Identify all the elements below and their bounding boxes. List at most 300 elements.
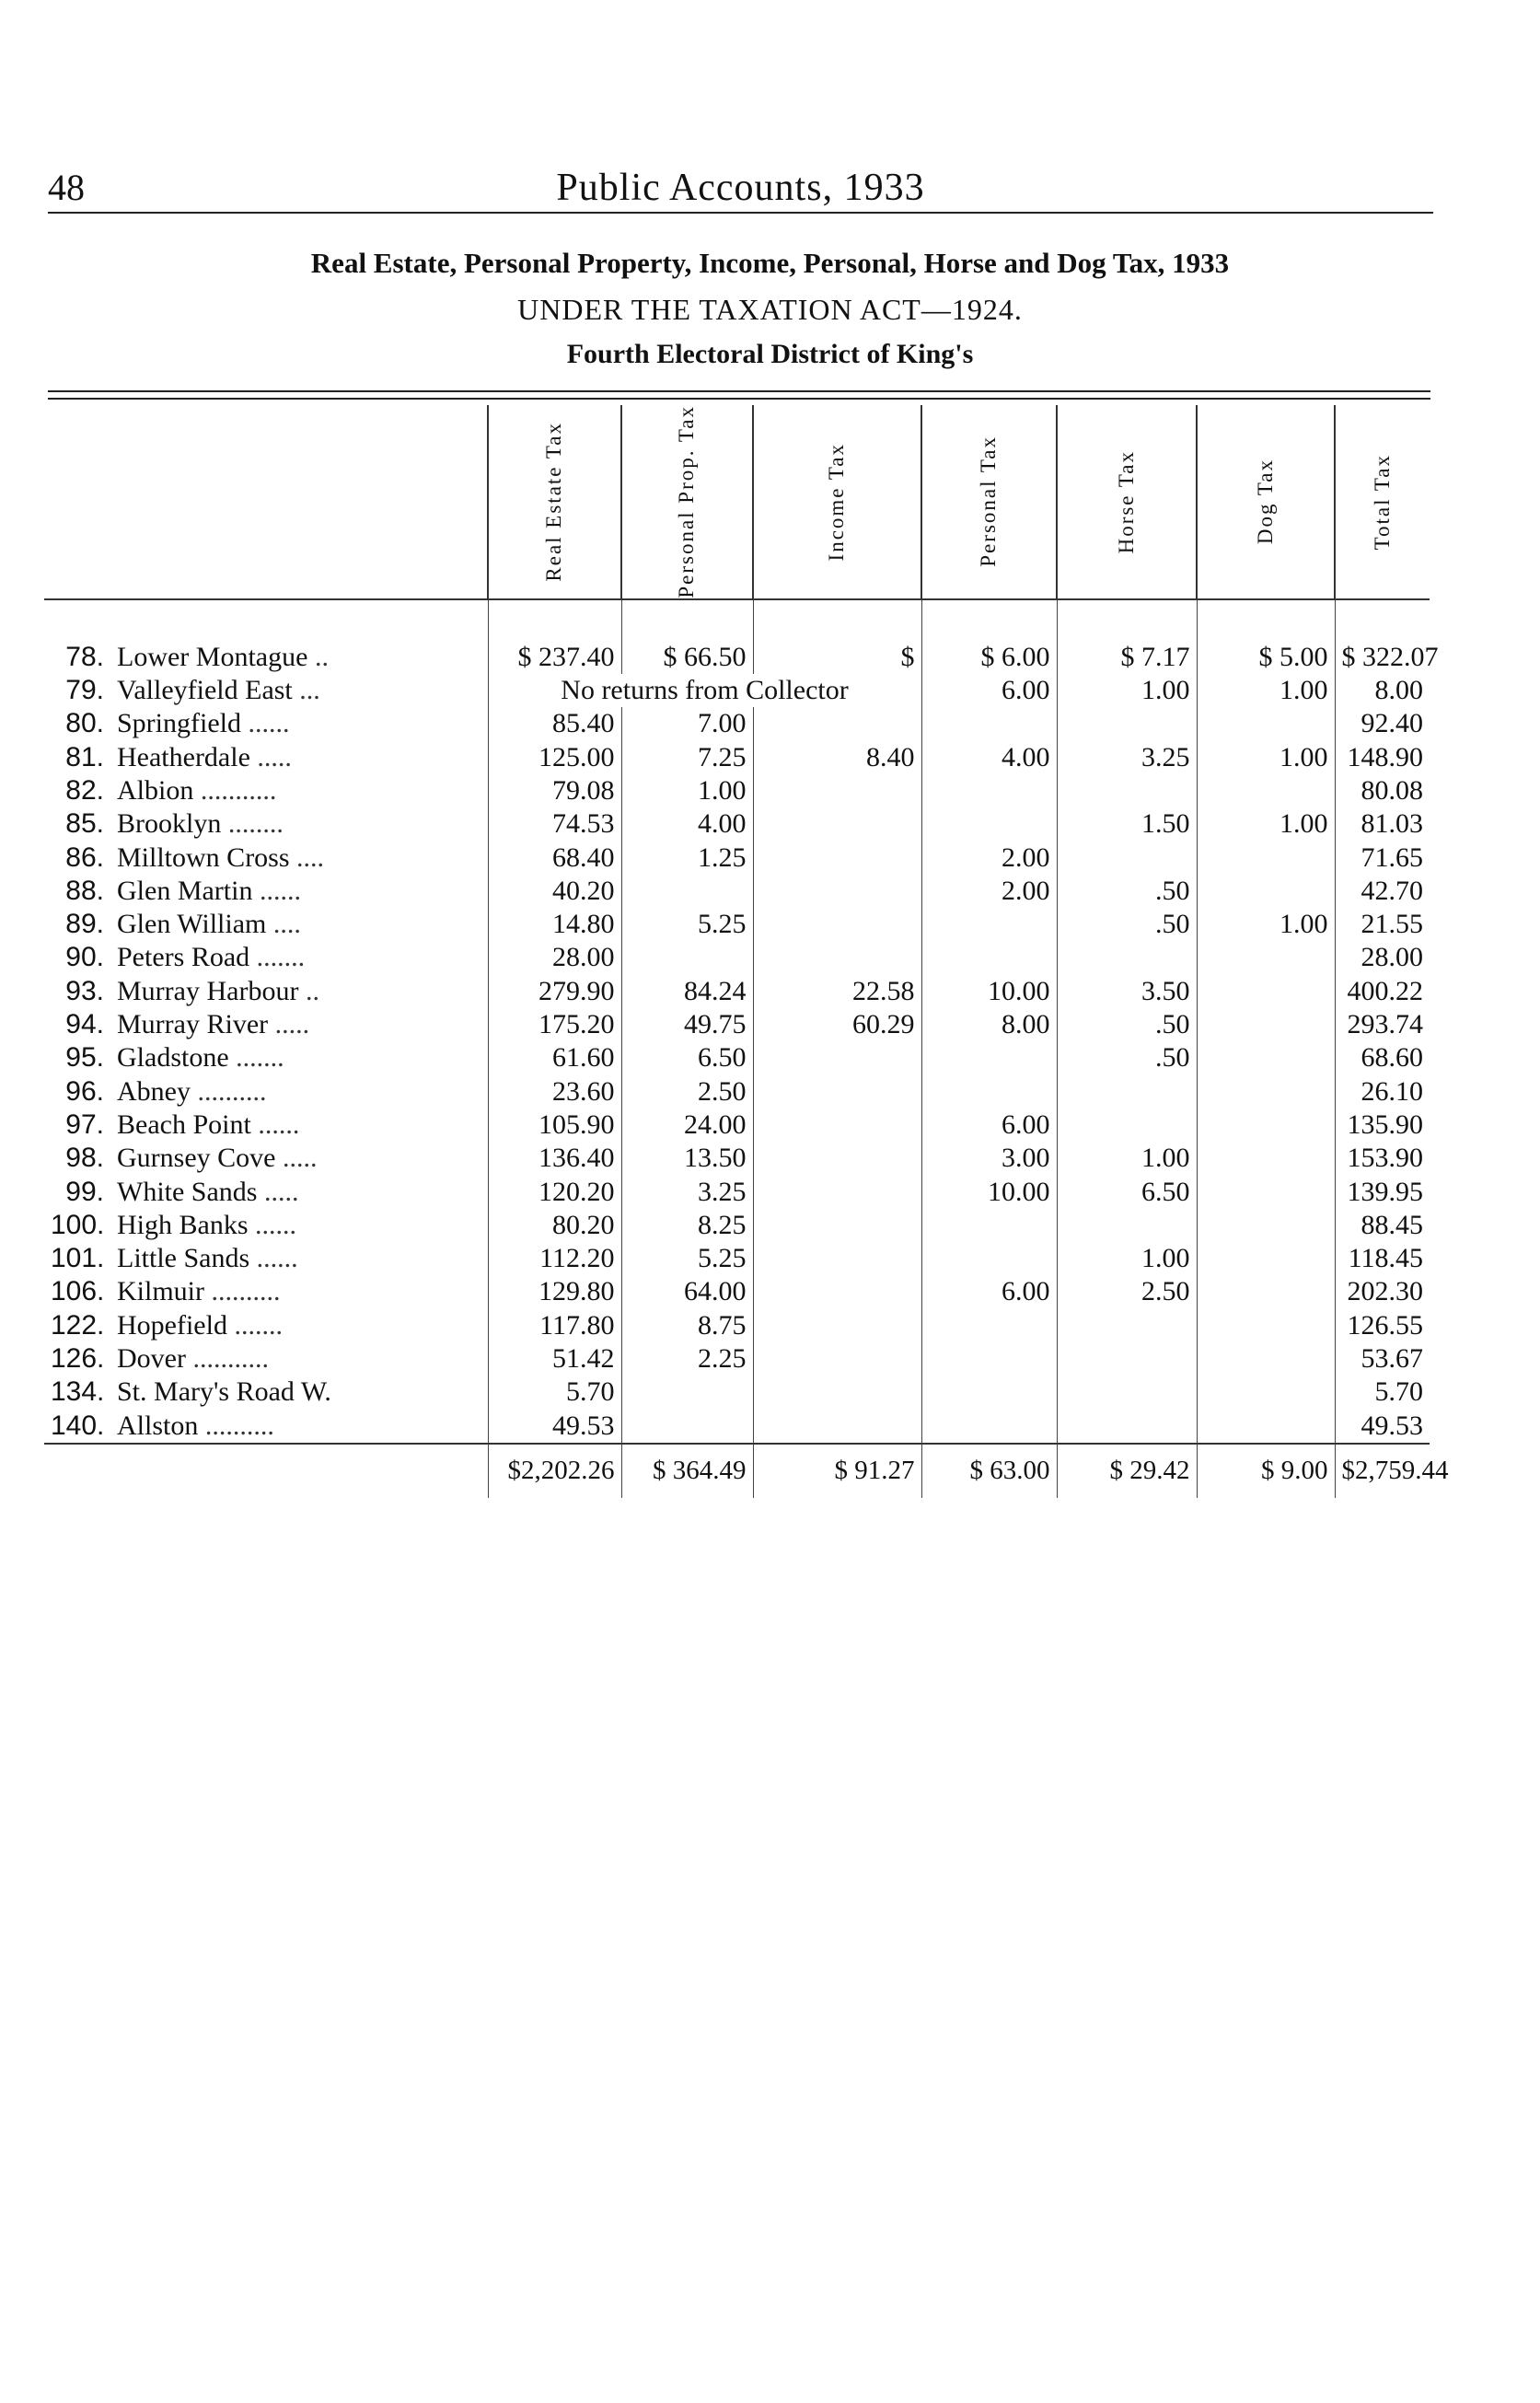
cell-total: 139.95 xyxy=(1335,1175,1430,1208)
table-row xyxy=(44,807,1430,841)
row-number: 134. xyxy=(51,1376,105,1408)
header-personal-tax: Personal Tax xyxy=(921,405,1057,599)
district-label: Lower Montague xyxy=(117,641,308,672)
cell-horse xyxy=(1057,1075,1197,1109)
cell-horse xyxy=(1057,707,1197,740)
row-number: 96. xyxy=(65,1075,104,1107)
district-label: Abney xyxy=(117,1075,191,1107)
district-label: Gurnsey Cove xyxy=(117,1143,276,1174)
district-label: Beach Point xyxy=(117,1109,251,1140)
cell-real: 61.60 xyxy=(488,1041,621,1074)
cell-real: 85.40 xyxy=(488,707,621,740)
cell-dog xyxy=(1197,1376,1335,1409)
district-label: Albion xyxy=(117,774,194,806)
district-name xyxy=(110,1109,488,1142)
district-subtitle: Fourth Electoral District of King's xyxy=(566,339,974,369)
table-row xyxy=(44,707,1430,740)
total-prop: $ 364.49 xyxy=(621,1444,753,1498)
cell-real: 125.00 xyxy=(488,741,621,774)
cell-horse: 3.50 xyxy=(1057,975,1197,1008)
cell-prop: $ 66.50 xyxy=(621,641,753,674)
page-header xyxy=(48,166,1433,210)
leader-dots: ...... xyxy=(258,1109,300,1140)
cell-prop xyxy=(621,1409,753,1443)
spacer-cell xyxy=(753,599,921,641)
district-name xyxy=(110,774,488,807)
cell-dog xyxy=(1197,1175,1335,1208)
row-number: 81. xyxy=(65,741,104,772)
cell-total: 28.00 xyxy=(1335,941,1430,974)
cell-dog xyxy=(1197,1041,1335,1074)
district-name xyxy=(110,841,488,874)
double-rule xyxy=(48,390,1430,400)
row-number: 78. xyxy=(65,641,104,672)
cell-horse: .50 xyxy=(1057,1008,1197,1041)
cell-income xyxy=(753,841,921,874)
table-row xyxy=(44,1376,1430,1409)
cell-personal: 4.00 xyxy=(921,741,1057,774)
cell-dog xyxy=(1197,1342,1335,1376)
cell-horse: 1.00 xyxy=(1057,674,1197,707)
leader-dots: ..... xyxy=(257,741,292,772)
district-name xyxy=(110,1409,488,1443)
cell-total: 126.55 xyxy=(1335,1309,1430,1342)
cell-real: 105.90 xyxy=(488,1109,621,1142)
cell-horse: 2.50 xyxy=(1057,1275,1197,1308)
cell-income: $ xyxy=(753,641,921,674)
cell-personal xyxy=(921,1409,1057,1443)
leader-dots: ...... xyxy=(255,1209,296,1240)
cell-total: 400.22 xyxy=(1335,975,1430,1008)
leader-dots: ...... xyxy=(248,708,290,739)
header-dog-tax: Dog Tax xyxy=(1197,405,1335,599)
cell-total: 92.40 xyxy=(1335,707,1430,740)
total-total: $2,759.44 xyxy=(1335,1444,1430,1498)
cell-income xyxy=(753,1041,921,1074)
district-name xyxy=(110,741,488,774)
row-number: 106. xyxy=(51,1276,105,1307)
cell-real: 51.42 xyxy=(488,1342,621,1376)
cell-horse xyxy=(1057,841,1197,874)
cell-real: 136.40 xyxy=(488,1142,621,1175)
cell-prop: 7.00 xyxy=(621,707,753,740)
cell-personal: 10.00 xyxy=(921,975,1057,1008)
cell-income: 60.29 xyxy=(753,1008,921,1041)
leader-dots: .......... xyxy=(204,1410,274,1441)
cell-personal xyxy=(921,774,1057,807)
cell-total: 135.90 xyxy=(1335,1109,1430,1142)
cell-total: 8.00 xyxy=(1335,674,1430,707)
leader-dots: .... xyxy=(272,909,301,940)
table-row xyxy=(44,741,1430,774)
cell-real: 175.20 xyxy=(488,1008,621,1041)
cell-personal xyxy=(921,1342,1057,1376)
cell-total: 71.65 xyxy=(1335,841,1430,874)
cell-income xyxy=(753,875,921,908)
table-row xyxy=(44,975,1430,1008)
district-name xyxy=(110,941,488,974)
cell-prop xyxy=(621,941,753,974)
cell-dog: 1.00 xyxy=(1197,741,1335,774)
cell-dog xyxy=(1197,1075,1335,1109)
cell-personal: 6.00 xyxy=(921,674,1057,707)
cell-real: 23.60 xyxy=(488,1075,621,1109)
total-real: $2,202.26 xyxy=(488,1444,621,1498)
cell-total: 26.10 xyxy=(1335,1075,1430,1109)
header-real-estate-tax: Real Estate Tax xyxy=(488,405,621,599)
cell-total: $ 322.07 xyxy=(1335,641,1430,674)
cell-horse xyxy=(1057,1376,1197,1409)
district-label: Peters Road xyxy=(117,942,250,973)
cell-income xyxy=(753,774,921,807)
cell-prop: 84.24 xyxy=(621,975,753,1008)
cell-horse xyxy=(1057,1409,1197,1443)
cell-horse: .50 xyxy=(1057,908,1197,941)
cell-total: 88.45 xyxy=(1335,1209,1430,1242)
cell-real: 40.20 xyxy=(488,875,621,908)
table-row xyxy=(44,774,1430,807)
cell-horse xyxy=(1057,774,1197,807)
leader-dots: ........... xyxy=(192,1343,269,1375)
cell-dog: 1.00 xyxy=(1197,674,1335,707)
row-number: 94. xyxy=(65,1009,104,1040)
spacer-cell xyxy=(488,599,621,641)
cell-dog xyxy=(1197,1242,1335,1275)
leader-dots: .......... xyxy=(211,1276,281,1307)
cell-real: 112.20 xyxy=(488,1242,621,1275)
totals-row xyxy=(44,1444,1430,1498)
cell-total: 80.08 xyxy=(1335,774,1430,807)
cell-prop: 2.50 xyxy=(621,1075,753,1109)
district-name xyxy=(110,908,488,941)
row-number: 97. xyxy=(65,1109,104,1140)
district-name xyxy=(110,1209,488,1242)
cell-horse xyxy=(1057,941,1197,974)
cell-horse: $ 7.17 xyxy=(1057,641,1197,674)
cell-personal xyxy=(921,1309,1057,1342)
row-number: 80. xyxy=(65,708,104,739)
header-total-tax: Total Tax xyxy=(1335,405,1430,599)
row-number: 88. xyxy=(65,875,104,906)
cell-income xyxy=(753,908,921,941)
district-name xyxy=(110,1242,488,1275)
header-blank xyxy=(44,405,488,599)
cell-horse: 6.50 xyxy=(1057,1175,1197,1208)
cell-total: 42.70 xyxy=(1335,875,1430,908)
district-label: High Banks xyxy=(117,1209,249,1240)
row-number: 89. xyxy=(65,909,104,940)
cell-total: 5.70 xyxy=(1335,1376,1430,1409)
cell-horse: .50 xyxy=(1057,1041,1197,1074)
cell-horse: 1.00 xyxy=(1057,1142,1197,1175)
cell-dog xyxy=(1197,1409,1335,1443)
cell-income xyxy=(753,941,921,974)
cell-prop: 3.25 xyxy=(621,1175,753,1208)
cell-total: 153.90 xyxy=(1335,1142,1430,1175)
row-number: 86. xyxy=(65,842,104,873)
district-name xyxy=(110,1342,488,1376)
district-label: Murray River xyxy=(117,1009,269,1040)
table-title: Real Estate, Personal Property, Income, Personal, Horse and Dog Tax, 1933 xyxy=(310,247,1230,279)
district-label: Allston xyxy=(117,1410,199,1441)
cell-personal xyxy=(921,807,1057,841)
table-row xyxy=(44,1209,1430,1242)
district-label: Hopefield xyxy=(117,1309,227,1341)
leader-dots: .. xyxy=(314,641,329,672)
cell-prop: 1.25 xyxy=(621,841,753,874)
header-rule xyxy=(48,212,1433,214)
spacer-cell xyxy=(921,599,1057,641)
cell-real: 129.80 xyxy=(488,1275,621,1308)
cell-personal xyxy=(921,1075,1057,1109)
cell-dog xyxy=(1197,707,1335,740)
cell-real: 120.20 xyxy=(488,1175,621,1208)
cell-dog xyxy=(1197,875,1335,908)
table-row xyxy=(44,1075,1430,1109)
cell-prop: 1.00 xyxy=(621,774,753,807)
header-horse-tax: Horse Tax xyxy=(1057,405,1197,599)
cell-prop: 24.00 xyxy=(621,1109,753,1142)
table-row xyxy=(44,1008,1430,1041)
cell-income: 8.40 xyxy=(753,741,921,774)
table-row xyxy=(44,1309,1430,1342)
district-label: Dover xyxy=(117,1343,186,1375)
table-row xyxy=(44,941,1430,974)
table-row xyxy=(44,641,1430,674)
cell-dog: 1.00 xyxy=(1197,807,1335,841)
cell-income xyxy=(753,1075,921,1109)
row-number: 95. xyxy=(65,1042,104,1074)
district-label: Brooklyn xyxy=(117,808,222,840)
cell-dog xyxy=(1197,1275,1335,1308)
cell-dog xyxy=(1197,1142,1335,1175)
cell-personal xyxy=(921,1376,1057,1409)
cell-total: 81.03 xyxy=(1335,807,1430,841)
cell-personal: 6.00 xyxy=(921,1275,1057,1308)
cell-prop: 5.25 xyxy=(621,1242,753,1275)
row-number: 126. xyxy=(51,1343,105,1375)
cell-personal xyxy=(921,1041,1057,1074)
cell-horse xyxy=(1057,1109,1197,1142)
district-name xyxy=(110,674,488,707)
row-number: 82. xyxy=(65,774,104,806)
cell-total: 293.74 xyxy=(1335,1008,1430,1041)
cell-personal: 8.00 xyxy=(921,1008,1057,1041)
cell-total: 68.60 xyxy=(1335,1041,1430,1074)
header-income-tax: Income Tax xyxy=(753,405,921,599)
leader-dots: ........... xyxy=(200,774,277,806)
cell-real: 68.40 xyxy=(488,841,621,874)
leader-dots: ........ xyxy=(227,808,284,840)
cell-income xyxy=(753,1342,921,1376)
cell-income xyxy=(753,707,921,740)
table-row xyxy=(44,841,1430,874)
leader-dots: .... xyxy=(296,842,325,873)
cell-income xyxy=(753,1275,921,1308)
cell-total: 21.55 xyxy=(1335,908,1430,941)
cell-horse: 3.25 xyxy=(1057,741,1197,774)
cell-horse: .50 xyxy=(1057,875,1197,908)
table-row xyxy=(44,1109,1430,1142)
cell-real: $ 237.40 xyxy=(488,641,621,674)
total-personal: $ 63.00 xyxy=(921,1444,1057,1498)
row-number: 90. xyxy=(65,942,104,973)
cell-personal xyxy=(921,941,1057,974)
cell-dog: 1.00 xyxy=(1197,908,1335,941)
district-name xyxy=(110,1041,488,1074)
district-name xyxy=(110,1275,488,1308)
cell-dog xyxy=(1197,975,1335,1008)
cell-prop: 6.50 xyxy=(621,1041,753,1074)
cell-personal: 6.00 xyxy=(921,1109,1057,1142)
district-label: Glen William xyxy=(117,909,267,940)
cell-dog xyxy=(1197,774,1335,807)
cell-dog xyxy=(1197,1209,1335,1242)
cell-dog xyxy=(1197,941,1335,974)
cell-personal xyxy=(921,1209,1057,1242)
cell-personal xyxy=(921,908,1057,941)
cell-horse: 1.00 xyxy=(1057,1242,1197,1275)
table-row xyxy=(44,1142,1430,1175)
district-label: St. Mary's Road W. xyxy=(117,1376,331,1408)
cell-income xyxy=(753,1175,921,1208)
district-name xyxy=(110,707,488,740)
row-number: 101. xyxy=(51,1243,105,1274)
district-name xyxy=(110,1376,488,1409)
cell-real: 5.70 xyxy=(488,1376,621,1409)
cell-prop: 8.25 xyxy=(621,1209,753,1242)
cell-real: 80.20 xyxy=(488,1209,621,1242)
table-row xyxy=(44,674,1430,707)
cell-real: 28.00 xyxy=(488,941,621,974)
district-name xyxy=(110,875,488,908)
cell-dog xyxy=(1197,1008,1335,1041)
leader-dots: ... xyxy=(299,675,320,706)
row-number: 79. xyxy=(65,675,104,706)
cell-income xyxy=(753,1309,921,1342)
cell-horse xyxy=(1057,1309,1197,1342)
district-label: Kilmuir xyxy=(117,1276,204,1307)
leader-dots: .......... xyxy=(197,1075,267,1107)
district-label: Milltown Cross xyxy=(117,842,290,873)
district-name xyxy=(110,641,488,674)
cell-horse xyxy=(1057,1209,1197,1242)
table-row xyxy=(44,1342,1430,1376)
table-row xyxy=(44,908,1430,941)
district-name xyxy=(110,1142,488,1175)
leader-dots: ..... xyxy=(263,1176,299,1207)
cell-prop xyxy=(621,1376,753,1409)
table-row xyxy=(44,1409,1430,1443)
row-number: 99. xyxy=(65,1176,104,1207)
cell-prop: 7.25 xyxy=(621,741,753,774)
cell-prop xyxy=(621,875,753,908)
column-header-row xyxy=(44,405,1430,599)
district-label: Gladstone xyxy=(117,1042,229,1074)
district-label: Valleyfield East xyxy=(117,675,293,706)
leader-dots: .. xyxy=(305,975,319,1006)
cell-prop: 49.75 xyxy=(621,1008,753,1041)
leader-dots: ....... xyxy=(234,1309,283,1341)
district-name xyxy=(110,1309,488,1342)
cell-horse: 1.50 xyxy=(1057,807,1197,841)
row-number: 98. xyxy=(65,1143,104,1174)
cell-income xyxy=(753,1242,921,1275)
row-number: 140. xyxy=(51,1410,105,1441)
spacer-cell xyxy=(44,599,488,641)
row-number: 93. xyxy=(65,975,104,1006)
cell-income xyxy=(753,1109,921,1142)
header-spacer-row xyxy=(44,599,1430,641)
spacer-cell xyxy=(1335,599,1430,641)
row-number: 100. xyxy=(51,1209,105,1240)
cell-horse xyxy=(1057,1342,1197,1376)
leader-dots: ...... xyxy=(259,875,301,906)
cell-dog xyxy=(1197,841,1335,874)
spacer-cell xyxy=(1057,599,1197,641)
cell-total: 148.90 xyxy=(1335,741,1430,774)
cell-total: 53.67 xyxy=(1335,1342,1430,1376)
district-name xyxy=(110,1175,488,1208)
cell-personal: 10.00 xyxy=(921,1175,1057,1208)
cell-personal: $ 6.00 xyxy=(921,641,1057,674)
cell-personal xyxy=(921,707,1057,740)
spacer-cell xyxy=(621,599,753,641)
leader-dots: ...... xyxy=(256,1243,298,1274)
table-row xyxy=(44,1041,1430,1074)
cell-dog xyxy=(1197,1109,1335,1142)
cell-prop: 64.00 xyxy=(621,1275,753,1308)
merged-note: No returns from Collector xyxy=(488,674,921,707)
page-number: 48 xyxy=(48,167,85,208)
table-row xyxy=(44,1242,1430,1275)
cell-dog: $ 5.00 xyxy=(1197,641,1335,674)
act-subtitle: UNDER THE TAXATION ACT—1924. xyxy=(517,293,1023,326)
cell-total: 118.45 xyxy=(1335,1242,1430,1275)
cell-income xyxy=(753,1376,921,1409)
spacer-cell xyxy=(1197,599,1335,641)
cell-prop: 2.25 xyxy=(621,1342,753,1376)
cell-prop: 8.75 xyxy=(621,1309,753,1342)
total-income: $ 91.27 xyxy=(753,1444,921,1498)
cell-income xyxy=(753,1209,921,1242)
district-name xyxy=(110,1075,488,1109)
district-label: White Sands xyxy=(117,1176,258,1207)
cell-real: 49.53 xyxy=(488,1409,621,1443)
cell-personal: 2.00 xyxy=(921,875,1057,908)
cell-income: 22.58 xyxy=(753,975,921,1008)
cell-dog xyxy=(1197,1309,1335,1342)
cell-real: 279.90 xyxy=(488,975,621,1008)
cell-personal xyxy=(921,1242,1057,1275)
leader-dots: ....... xyxy=(236,1042,284,1074)
district-name xyxy=(110,975,488,1008)
cell-real: 117.80 xyxy=(488,1309,621,1342)
tax-table xyxy=(44,405,1449,1498)
district-label: Glen Martin xyxy=(117,875,253,906)
cell-real: 74.53 xyxy=(488,807,621,841)
cell-prop: 4.00 xyxy=(621,807,753,841)
leader-dots: ..... xyxy=(274,1009,310,1040)
table-row xyxy=(44,875,1430,908)
cell-prop: 5.25 xyxy=(621,908,753,941)
district-name xyxy=(110,807,488,841)
table-row xyxy=(44,1175,1430,1208)
district-name xyxy=(110,1008,488,1041)
cell-real: 79.08 xyxy=(488,774,621,807)
district-label: Heatherdale xyxy=(117,741,250,772)
cell-income xyxy=(753,1409,921,1443)
